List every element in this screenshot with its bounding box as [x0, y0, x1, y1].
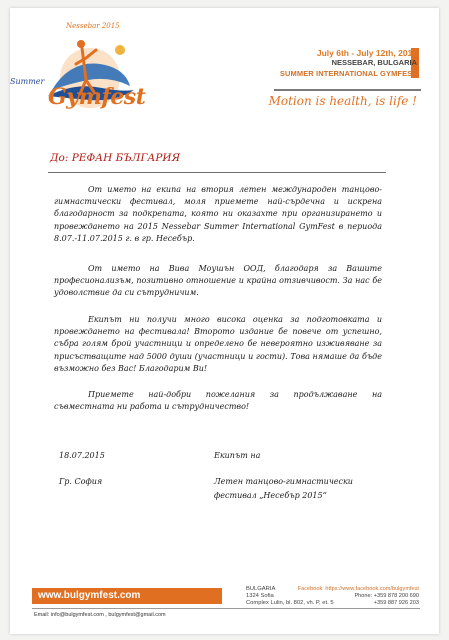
logo-gymfest-text: Gymfest — [48, 84, 146, 110]
address-country: BULGARIA — [246, 586, 276, 592]
address-city: 1324 Sofia — [246, 593, 274, 599]
paragraph-thanks: От името на екипа на втория летен международен танцово-гимнастически фестивал, моля приемете най-сърдечна и искрена благодарност за подкрепата, която ни оказахте при организирането и провеждането на 2015 Nessebar Summer International GymFest в периода 8.07.-11.07.2015 г. в гр. Несебър. — [54, 185, 382, 243]
footer-phone-2: +359 887 926 203 — [373, 600, 419, 606]
gymfest-logo — [30, 20, 140, 138]
footer-contacts — [298, 586, 419, 607]
event-dates: July 6th - July 12th, 2015 — [316, 48, 417, 58]
footer-facebook-link[interactable]: Facebook: https://www.facebook.com/bulgymfest — [297, 586, 419, 592]
letter-place: Гр. София — [59, 477, 103, 486]
recipient-line: До: РЕФАН БЪЛГАРИЯ — [50, 152, 181, 164]
signature-festival-line1: Летен танцово-гимнастически — [214, 477, 353, 486]
recipient-divider — [48, 172, 386, 173]
footer-website-link[interactable]: www.bulgymfest.com — [38, 590, 141, 601]
header-divider — [274, 89, 421, 91]
logo-summer-text: Summer — [10, 77, 45, 86]
logo-graphic-icon — [30, 20, 140, 138]
event-name: SUMMER INTERNATIONAL GYMFEST — [279, 69, 417, 78]
address-street: Complex Lulin, bl. 802, vh. P, et. 5 — [246, 600, 334, 606]
letter-date: 18.07.2015 — [59, 451, 105, 460]
signature-festival-line2: фестивал „Несебър 2015“ — [214, 491, 327, 500]
paragraph-closing: Приемете най-добри пожелания за продължаване на съвместната ни работа и сътрудничество! — [54, 390, 382, 412]
signature-team: Екипът на — [214, 451, 261, 460]
logo-nessebar-text: Nessebar 2015 — [66, 22, 120, 30]
footer-divider — [32, 608, 420, 609]
event-city: NESSEBAR, BULGARIA — [331, 58, 417, 67]
paragraph-festival-success: Екипът ни получи много висока оценка за подготовката и провеждането на фестивала! Второто издание бе повече от успешно, събра голям брой участници и определено бе невероятно изживяване за присъстващите над 5000 души (участници и гости). Това нямаше да бъде възможно без Вас! Благодарим Ви! — [54, 315, 382, 373]
footer-phone-1: Phone: +359 878 200 690 — [354, 593, 419, 599]
footer-email: Email: info@bulgymfest.com , bulgymfest@gmail.com — [34, 612, 166, 618]
paragraph-viva-motion: От името на Вива Моушън ООД, благодаря за Вашите професионализъм, позитивно отношение и крайна отзивчивост. За нас бе удоволствие да си сътрудничим. — [54, 264, 382, 298]
event-info — [280, 48, 417, 79]
slogan: Motion is health, is life ! — [268, 94, 417, 108]
